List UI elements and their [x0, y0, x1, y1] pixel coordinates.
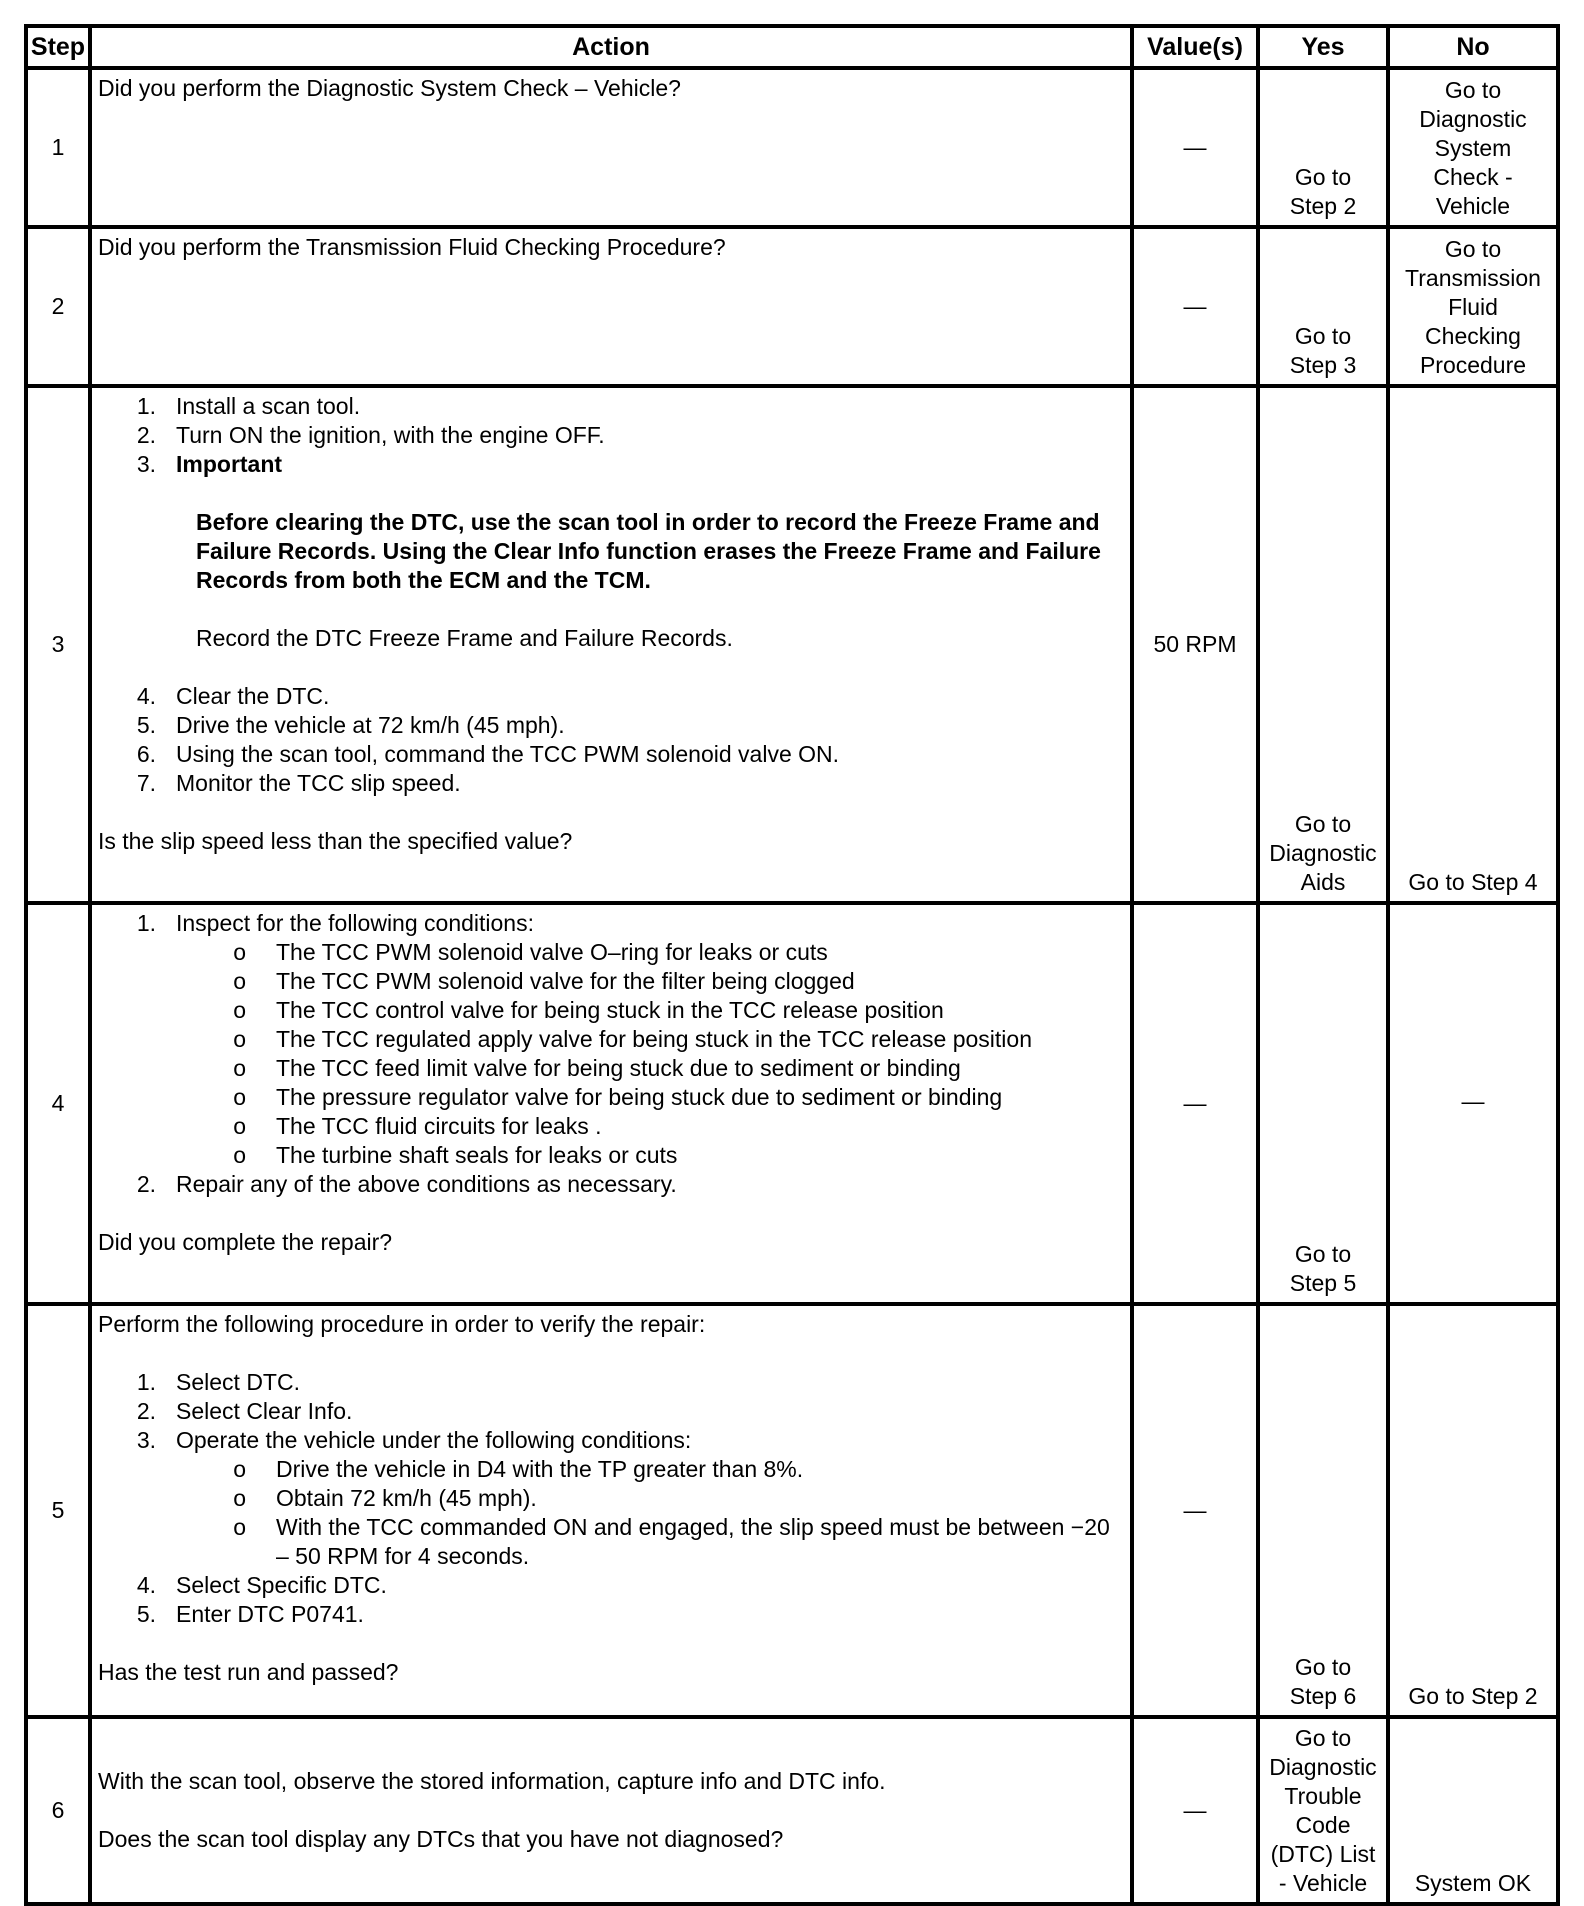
value-cell: —	[1132, 1717, 1258, 1904]
table-row-step-6	[26, 1717, 1558, 1904]
list-item	[98, 392, 1124, 421]
bullet-item	[98, 1112, 1124, 1141]
important-note: Before clearing the DTC, use the scan tool in order to record the Freeze Frame and Failure Records. Using the Clear Info function erases the Freeze Frame and Failure Records from both the ECM and the TCM.	[196, 509, 1101, 594]
bullet-text: The TCC PWM solenoid valve O–ring for leaks or cuts	[276, 939, 828, 966]
bullet-item	[98, 938, 1124, 967]
no-cell: Go to Step 4	[1388, 386, 1558, 903]
bullet-item	[98, 1054, 1124, 1083]
action-question: Did you perform the Diagnostic System Check – Vehicle?	[98, 75, 681, 101]
bullet-mark: o	[233, 1485, 246, 1512]
numbered-list	[98, 1571, 1124, 1629]
list-item	[98, 909, 1124, 938]
item-number: 2.	[136, 422, 156, 449]
step-number: 2	[26, 227, 90, 386]
list-item	[98, 740, 1124, 769]
value-cell: —	[1132, 227, 1258, 386]
bullet-list	[98, 1455, 1124, 1571]
list-item	[98, 1368, 1124, 1397]
item-text: Using the scan tool, command the TCC PWM solenoid valve ON.	[176, 741, 840, 768]
record-instruction: Record the DTC Freeze Frame and Failure Records.	[196, 625, 733, 652]
item-number: 2.	[136, 1398, 156, 1425]
item-text: Turn ON the ignition, with the engine OFF.	[176, 422, 605, 449]
bullet-item	[98, 1484, 1124, 1513]
bullet-mark: o	[233, 1514, 246, 1541]
action-question: Has the test run and passed?	[98, 1659, 399, 1686]
action-cell	[90, 1304, 1132, 1717]
yes-cell: Go to Diagnostic Trouble Code (DTC) List - Vehicle	[1258, 1717, 1388, 1904]
header-no: No	[1388, 26, 1558, 68]
item-text: Install a scan tool.	[176, 393, 361, 420]
action-cell	[90, 68, 1132, 227]
table-row-step-5	[26, 1304, 1558, 1717]
header-action: Action	[90, 26, 1132, 68]
step-number: 6	[26, 1717, 90, 1904]
bullet-mark: o	[233, 968, 246, 995]
table-row-step-3	[26, 386, 1558, 903]
step-number: 5	[26, 1304, 90, 1717]
yes-cell: Go to Step 2	[1258, 68, 1388, 227]
bullet-mark: o	[233, 1084, 246, 1111]
item-number: 1.	[136, 1369, 156, 1396]
numbered-list	[98, 392, 1124, 479]
bullet-text: The TCC control valve for being stuck in the TCC release position	[276, 997, 944, 1024]
step-number: 1	[26, 68, 90, 227]
item-number: 1.	[136, 910, 156, 937]
header-row	[26, 26, 1558, 68]
list-item	[98, 711, 1124, 740]
header-yes: Yes	[1258, 26, 1388, 68]
important-heading: Important	[176, 451, 283, 478]
item-number: 6.	[136, 741, 156, 768]
list-item	[98, 682, 1124, 711]
diagnostic-table	[24, 24, 1560, 1906]
action-cell	[90, 386, 1132, 903]
item-text: Enter DTC P0741.	[176, 1601, 364, 1628]
table-row-step-2	[26, 227, 1558, 386]
bullet-item	[98, 1141, 1124, 1170]
bullet-mark: o	[233, 1142, 246, 1169]
bullet-item	[98, 1455, 1124, 1484]
no-cell: Go to Transmission Fluid Checking Procedure	[1388, 227, 1558, 386]
table-row-step-1	[26, 68, 1558, 227]
list-item	[98, 421, 1124, 450]
no-cell: Go to Step 2	[1388, 1304, 1558, 1717]
bullet-text: The TCC fluid circuits for leaks .	[276, 1113, 602, 1140]
item-text: Select Specific DTC.	[176, 1572, 387, 1599]
list-item	[98, 769, 1124, 798]
bullet-mark: o	[233, 997, 246, 1024]
item-number: 3.	[136, 1427, 156, 1454]
action-cell	[90, 1717, 1132, 1904]
item-number: 4.	[136, 1572, 156, 1599]
bullet-mark: o	[233, 1456, 246, 1483]
value-cell: —	[1132, 68, 1258, 227]
item-number: 4.	[136, 683, 156, 710]
bullet-text: The turbine shaft seals for leaks or cuts	[276, 1142, 678, 1169]
action-question: Does the scan tool display any DTCs that you have not diagnosed?	[98, 1825, 784, 1852]
header-step: Step	[26, 26, 90, 68]
list-item	[98, 450, 1124, 479]
action-cell	[90, 903, 1132, 1304]
bullet-item	[98, 1025, 1124, 1054]
action-question: Did you perform the Transmission Fluid Checking Procedure?	[98, 234, 726, 261]
action-instruction: With the scan tool, observe the stored information, capture info and DTC info.	[98, 1767, 886, 1794]
bullet-text: Obtain 72 km/h (45 mph).	[276, 1485, 537, 1512]
item-text: Operate the vehicle under the following conditions:	[176, 1427, 692, 1454]
action-question: Is the slip speed less than the specified value?	[98, 828, 573, 855]
no-cell: Go to Diagnostic System Check - Vehicle	[1388, 68, 1558, 227]
value-cell: —	[1132, 903, 1258, 1304]
bullet-text: Drive the vehicle in D4 with the TP greater than 8%.	[276, 1456, 804, 1483]
bullet-text: The pressure regulator valve for being stuck due to sediment or binding	[276, 1084, 1003, 1111]
action-intro: Perform the following procedure in order to verify the repair:	[98, 1311, 706, 1338]
value-cell: —	[1132, 1304, 1258, 1717]
item-text: Select Clear Info.	[176, 1398, 353, 1425]
header-values: Value(s)	[1132, 26, 1258, 68]
item-number: 5.	[136, 1601, 156, 1628]
list-item	[98, 1600, 1124, 1629]
item-number: 5.	[136, 712, 156, 739]
value-cell: 50 RPM	[1132, 386, 1258, 903]
yes-cell: Go to Diagnostic Aids	[1258, 386, 1388, 903]
item-text: Repair any of the above conditions as necessary.	[176, 1171, 677, 1198]
item-text: Inspect for the following conditions:	[176, 910, 534, 937]
step-number: 3	[26, 386, 90, 903]
bullet-text: The TCC regulated apply valve for being stuck in the TCC release position	[276, 1026, 1032, 1053]
bullet-item	[98, 967, 1124, 996]
bullet-mark: o	[233, 939, 246, 966]
item-number: 3.	[136, 451, 156, 478]
action-cell	[90, 227, 1132, 386]
bullet-mark: o	[233, 1113, 246, 1140]
no-cell: System OK	[1388, 1717, 1558, 1904]
bullet-mark: o	[233, 1055, 246, 1082]
bullet-item	[98, 1083, 1124, 1112]
bullet-text: The TCC feed limit valve for being stuck due to sediment or binding	[276, 1055, 961, 1082]
yes-cell: Go to Step 5	[1258, 903, 1388, 1304]
yes-cell: Go to Step 6	[1258, 1304, 1388, 1717]
list-item	[98, 1170, 1124, 1199]
item-number: 7.	[136, 770, 156, 797]
list-item	[98, 1426, 1124, 1455]
list-item	[98, 1397, 1124, 1426]
item-text: Clear the DTC.	[176, 683, 330, 710]
item-text: Monitor the TCC slip speed.	[176, 770, 461, 797]
item-number: 1.	[136, 393, 156, 420]
no-cell: —	[1388, 903, 1558, 1304]
bullet-mark: o	[233, 1026, 246, 1053]
table-row-step-4	[26, 903, 1558, 1304]
action-question: Did you complete the repair?	[98, 1229, 393, 1256]
list-item	[98, 1571, 1124, 1600]
numbered-list	[98, 1368, 1124, 1455]
numbered-list	[98, 682, 1124, 798]
bullet-text: The TCC PWM solenoid valve for the filter being clogged	[276, 968, 855, 995]
item-text: Select DTC.	[176, 1369, 300, 1396]
bullet-text: With the TCC commanded ON and engaged, the slip speed must be between −20 – 50 RPM for 4 seconds.	[276, 1514, 1110, 1570]
item-text: Drive the vehicle at 72 km/h (45 mph).	[176, 712, 565, 739]
bullet-item	[98, 1513, 1124, 1571]
step-number: 4	[26, 903, 90, 1304]
bullet-item	[98, 996, 1124, 1025]
bullet-list	[98, 938, 1124, 1170]
item-number: 2.	[136, 1171, 156, 1198]
yes-cell: Go to Step 3	[1258, 227, 1388, 386]
